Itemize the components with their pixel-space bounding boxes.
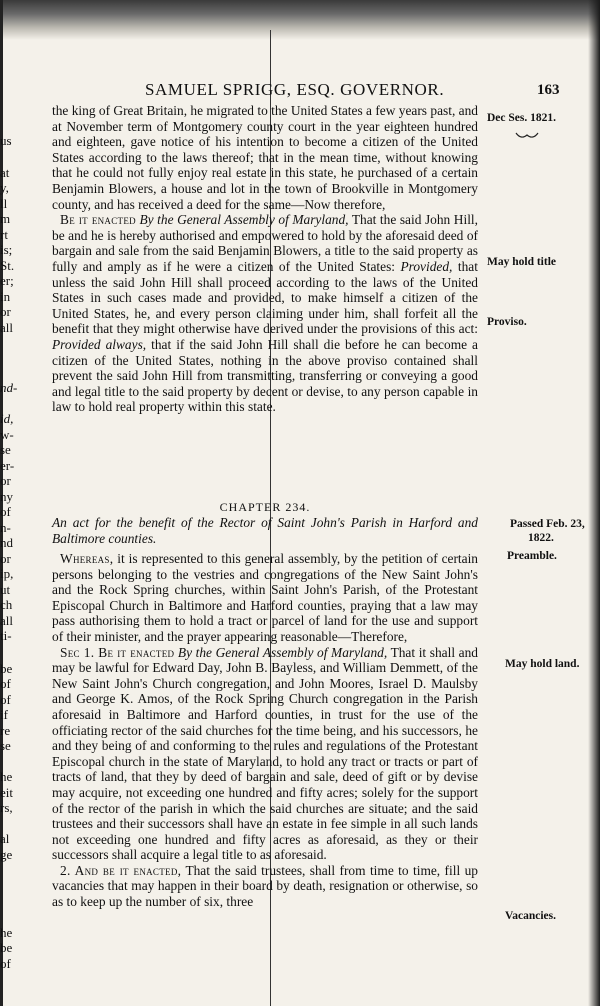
fragment: se	[0, 738, 11, 753]
fragment: w-	[0, 427, 14, 442]
margin-note-session: Dec Ses. 1821.	[487, 112, 556, 124]
fragment: or	[0, 304, 11, 319]
section-1-paragraph	[52, 645, 478, 863]
fragment: he	[0, 769, 13, 784]
fragment: ll	[0, 196, 8, 211]
fragment: ti-	[0, 628, 12, 643]
chapter-heading: CHAPTER 234.	[219, 500, 311, 514]
enact-text: That the said John Hill, be and he is hereby authorised and empowered to hold by the aforesaid deed of bargain and sale from the said Benjamin Blowers, a title to the said property as fully and amply as if he were a citizen of the United States:	[52, 212, 478, 274]
fragment: St.	[0, 258, 15, 273]
section-2-paragraph	[52, 863, 478, 910]
scan-top-edge	[0, 0, 600, 40]
fragment: nd	[0, 535, 13, 550]
fragment: se	[0, 442, 11, 457]
section-1-lead: Sec 1. Be it enacted	[60, 644, 175, 660]
fragment: er-	[0, 458, 15, 473]
act-title-text: An act for the benefit of the Rector of Saint John's Parish in Harford and Baltimore counties.	[52, 515, 478, 546]
fragment: or	[0, 551, 11, 566]
fragment: m	[0, 211, 11, 226]
fragment: rs,	[0, 800, 13, 815]
whereas-text: it is represented to this general assembly, by the petition of certain persons belonging to the vestries and congregations of the New Saint John's and the Rock Spring churches, within Saint John's Parish, of the Protestant Episcopal Church in Baltimore and Harford counties, praying that a law may pass authorising them to hold a tract or parcel of land for the use and support of their minister, and the prayer appearing reasonable—Therefore,	[52, 551, 478, 644]
margin-note-may-hold-land: May hold land.	[505, 658, 580, 670]
whereas-lead: Whereas,	[60, 551, 114, 566]
fragment: er;	[0, 273, 14, 288]
fragment: ny	[0, 489, 13, 504]
fragment: in	[0, 289, 11, 304]
margin-note-passed: Passed Feb. 23,	[510, 518, 585, 530]
fragment: ip,	[0, 566, 14, 581]
fragment: rt	[0, 227, 8, 242]
proviso-always-lead: Provided always,	[52, 336, 147, 352]
fragment: us	[0, 133, 12, 148]
fragment: n-	[0, 520, 11, 535]
fragment: all	[0, 320, 13, 335]
fragment: ge	[0, 847, 13, 862]
proviso-text: that unless the said John Hill shall proceed according to the laws of the United States in such cases made and provided, to make himself a citizen of the United States, he, and every person claiming under him, shall forfeit all the benefit that they might otherwise have derived under the provisions of this act:	[52, 258, 478, 337]
fragment: eit	[0, 785, 13, 800]
section-1-text: That it shall and may be lawful for Edward Day, John B. Bayless, and William Demmett, of the New Saint John's Church congregation, and John Moores, Israel D. Maulsby and George K. Amos, of the Rock Spring Church congregation in the Parish aforesaid in Baltimore and Harford counties, in trust for the use of the officiating rector of the said churches for the time being, and his successors, he and they being of and conforming to the rules and regulations of the Protestant Episcopal church in the state of Maryland, to hold any tract or tracts or part of tracts of land, that they by deed of bargain and sale, deed of gift or by devise may acquire, not exceeding one hundred and fifty acres; solely for the support of the rector of the parish in which the said churches are situate; and the said trustees and their successors shall have an estate in fee simple in all such lands not exceeding one hundred and fifty acres as aforesaid, as they or their successors shall acquire a legal title to as aforesaid.	[52, 644, 478, 863]
enact-authority: By the General Assembly of Maryland,	[139, 212, 349, 228]
fragment: at	[0, 165, 10, 180]
enact-lead: Be it enacted	[60, 212, 136, 228]
act-body	[52, 551, 478, 910]
fragment: he	[0, 925, 13, 940]
enactment-paragraph	[52, 212, 478, 415]
running-title: SAMUEL SPRIGG, ESQ. GOVERNOR.	[145, 80, 445, 99]
fragment: is;	[0, 242, 13, 257]
fragment: ut	[0, 582, 11, 597]
section-2-text: That the said trustees, shall from time to time, fill up vacancies that may happen in their board by death, resignation or otherwise, so as to keep up the number of six, three	[52, 862, 478, 910]
proviso-always-text: that if the said John Hill shall die before he can become a citizen of the United States, nothing in the above proviso contained shall prevent the said John Hill from transmitting, transferring or conveying a good and legal title to the said property by decent or devise, to any person capable in law to hold real property within this state.	[52, 336, 478, 415]
margin-note-vacancies: Vacancies.	[505, 910, 557, 922]
fragment: be	[0, 940, 13, 955]
fragment: if	[0, 707, 8, 722]
fragment: of	[0, 676, 11, 691]
fragment: re	[0, 723, 11, 738]
margin-note-passed-year: 1822.	[528, 532, 554, 544]
margin-note-proviso: Proviso.	[487, 316, 527, 328]
fragment: be	[0, 661, 13, 676]
scan-right-edge	[588, 0, 600, 1006]
fragment: ch	[0, 597, 13, 612]
preamble-paragraph	[52, 551, 478, 645]
margin-note-may-hold-title: May hold title	[487, 256, 556, 268]
fragment: of	[0, 692, 11, 707]
proviso-lead: Provided,	[400, 258, 453, 274]
margin-note-preamble: Preamble.	[507, 550, 557, 562]
fragment: of	[0, 956, 11, 971]
page-number: 163	[537, 82, 560, 98]
fragment: of	[0, 504, 11, 519]
section-2-lead: 2. And be it enacted,	[60, 862, 182, 878]
act-title	[52, 515, 478, 546]
fragment: id,	[0, 411, 14, 426]
brace-icon	[515, 131, 539, 141]
fragment: or	[0, 473, 11, 488]
paragraph: the king of Great Britain, he migrated to the United States a few years past, and at November term of Montgomery county court in the year eighteen hundred and eighteen, gave notice of his intention to become a citizen of the United States according to the laws thereof; that in the mean time, without knowing that he could not fully enjoy real estate in this state, he purchased of a certain Benjamin Blowers, a house and lot in the town of Brookville in Montgomery county, and has received a deed for the same—Now therefore,	[52, 103, 478, 212]
fragment: all	[0, 613, 13, 628]
section-1-authority: By the General Assembly of Maryland,	[177, 644, 388, 660]
act-continuation	[52, 103, 478, 415]
fragment: nd-	[0, 380, 18, 395]
fragment: y,	[0, 180, 9, 195]
fragment: al	[0, 831, 10, 846]
